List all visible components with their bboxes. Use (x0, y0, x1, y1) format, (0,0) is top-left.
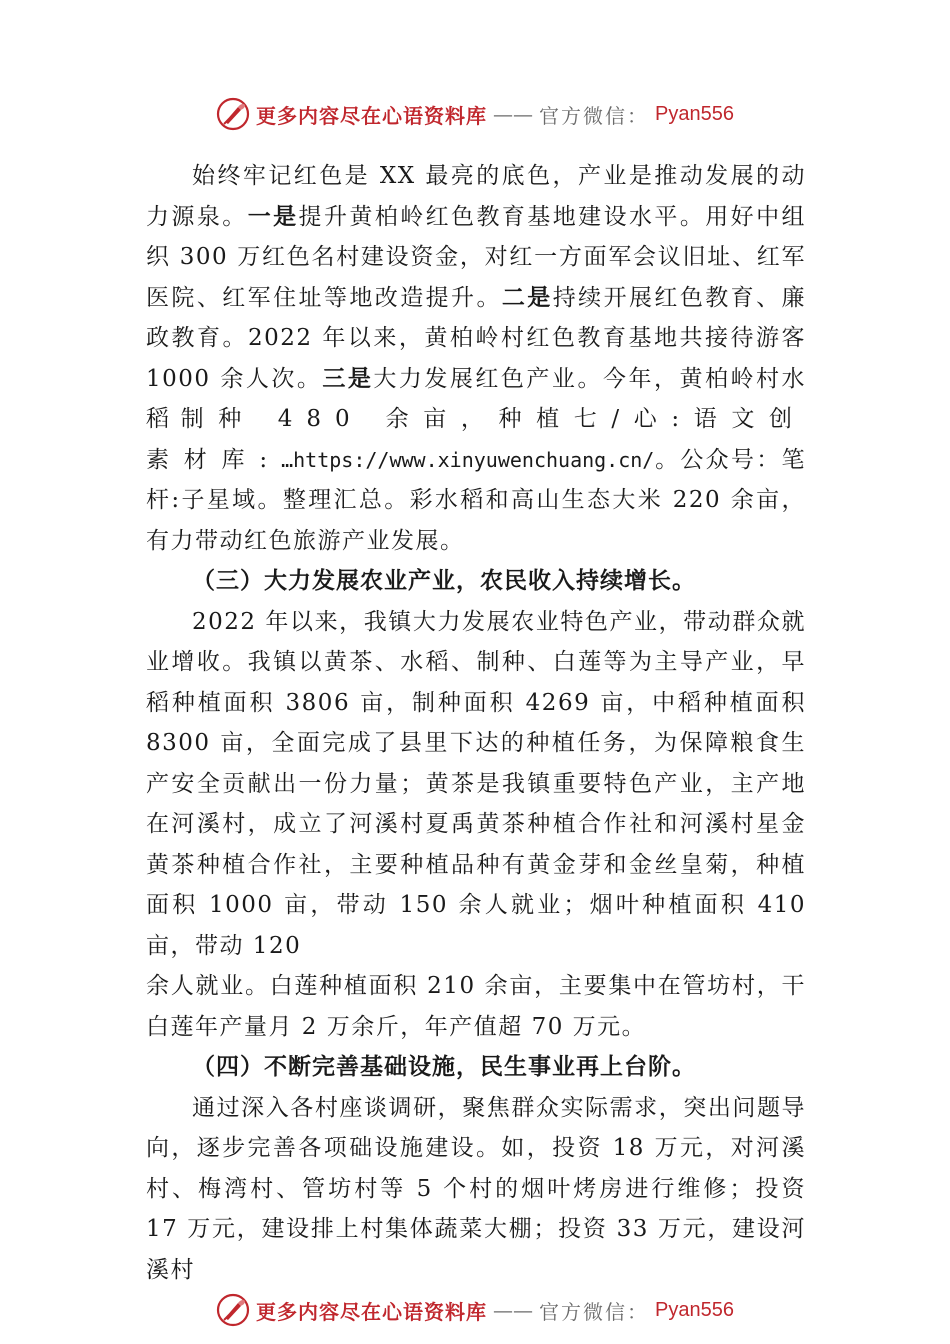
p1-marker-1: 一是 (247, 202, 299, 230)
quill-logo-icon (216, 97, 250, 131)
p1-marker-3: 三是 (322, 364, 374, 392)
paragraph-infrastructure: 通过深入各村座谈调研，聚焦群众实际需求，突出问题导向，逐步完善各项础设施建设。如，投资 18 万元，对河溪村、梅湾村、管坊村等 5 个村的烟叶烤房进行维修；投资 17 万元，建设排上村集体蔬菜大棚；投资 33 万元，建设河溪村 (146, 1094, 806, 1283)
section-heading-4: （四）不断完善基础设施，民生事业再上台阶。 (192, 1053, 696, 1080)
banner-brand: 更多内容尽在心语资料库 (256, 1299, 488, 1324)
paragraph-agriculture-a: 2022 年以来，我镇大力发展农业特色产业，带动群众就业增收。我镇以黄茶、水稻、制种、白莲等为主导产业，早稻种植面积 3806 亩，制种面积 4269 亩，中稻种植面积 8300 亩，全面完成了县里下达的种植任务，为保障粮食生产安全贡献出一份力量；黄茶是我镇重要特色产业，主产地在河溪村，成立了河溪村夏禹黄茶种植合作社和河溪村星金黄茶种植合作社，主要种植品种有黄金芽和金丝皇菊，种植面积 1000 亩，带动 150 余人就业；烟叶种植面积 410 亩，带动 120 (146, 608, 806, 959)
banner-separator: —— (493, 102, 534, 126)
p1-text-3: 大力发展红色产业。今年，黄柏岭村水稻 (146, 365, 806, 432)
quill-logo-icon (216, 1293, 250, 1327)
banner-brand: 更多内容尽在心语资料库 (256, 103, 488, 128)
banner-separator: —— (493, 1298, 534, 1322)
header-banner (0, 94, 950, 134)
paragraph-red-culture (146, 156, 806, 561)
p1-intro: 始终牢记红色是 XX 最亮的底色，产业是推动发展的动力源泉。 (146, 163, 806, 230)
p1-text-2: 持续开展红色教育、廉政教育。2022 年以来，黄柏岭村红色教育基地共接待游客 1000 余人次。 (146, 284, 807, 392)
banner-wechat-label: 官方微信： (539, 103, 650, 128)
footer-banner (0, 1290, 950, 1330)
document-body (146, 156, 806, 1290)
banner-wechat-id: Pyan556 (655, 1298, 734, 1321)
p1-text-1: 提升黄柏岭红色教育基地建设水平。用好中组织 300 万红色名村建设资金，对红一方面军会议旧址、红军医院、红军住址等地改造提升。 (146, 203, 807, 311)
p1-marker-2: 二是 (501, 283, 553, 311)
banner-wechat-id: Pyan556 (655, 102, 734, 125)
paragraph-agriculture-b: 余人就业。白莲种植面积 210 余亩，主要集中在管坊村，干白莲年产量月 2 万余斤，年产值超 70 万元。 (146, 973, 806, 1040)
section-heading-3: （三）大力发展农业产业，农民收入持续增长。 (192, 567, 696, 594)
p1-spread-line: 制种 480 余亩，种植七/心:语文创素材库: (146, 406, 807, 473)
banner-wechat-label: 官方微信： (539, 1299, 650, 1324)
p1-tail: 。公众号：笔杆:子星域。整理汇总。彩水稻和高山生态大米 220 余亩，有力带动红色旅游产业发展。 (146, 446, 807, 554)
p1-watermark-url: …https://www.xinyuwenchuang.cn/ (281, 447, 655, 472)
